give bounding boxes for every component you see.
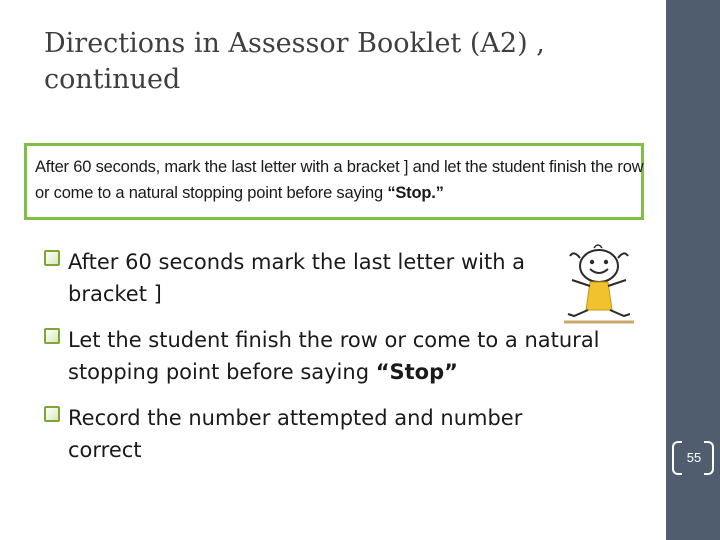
bullet-3-line-1: Record the number attempted and number: [68, 406, 523, 430]
bullet-3-line-2: correct: [68, 438, 142, 462]
bullet-1-line-1: After 60 seconds mark the last letter with a: [68, 250, 526, 274]
page-number: 55: [686, 450, 702, 465]
bullet-text: [68, 324, 654, 388]
excerpt-line-1: After 60 seconds, mark the last letter with a bracket ] and let the student finish the row: [35, 158, 644, 176]
excerpt-line-2-text: or come to a natural stopping point before saying: [35, 184, 388, 202]
title-line-2: continued: [44, 64, 181, 95]
checkbox-bullet-icon: [44, 328, 60, 344]
booklet-excerpt-box: [24, 143, 644, 220]
bullet-stop-word: “Stop”: [375, 360, 458, 384]
bullet-2-line-1: Let the student finish the row or come to a natural: [68, 328, 600, 352]
bullet-2-line-2: [68, 356, 654, 388]
booklet-excerpt-text: [35, 154, 644, 206]
bullet-item: [44, 324, 654, 388]
stick-figure-child-icon: [560, 244, 638, 328]
bullet-item: [44, 402, 654, 466]
page-title: [44, 26, 644, 98]
bullet-text: [68, 402, 654, 466]
excerpt-line-2: [35, 180, 635, 206]
bullet-2-line-2-text: stopping point before saying: [68, 360, 376, 384]
excerpt-stop-word: “Stop.”: [387, 184, 444, 202]
checkbox-bullet-icon: [44, 250, 60, 266]
title-line-1: Directions in Assessor Booklet (A2) ,: [44, 28, 545, 59]
checkbox-bullet-icon: [44, 406, 60, 422]
bullet-1-line-2: bracket ]: [68, 282, 162, 306]
